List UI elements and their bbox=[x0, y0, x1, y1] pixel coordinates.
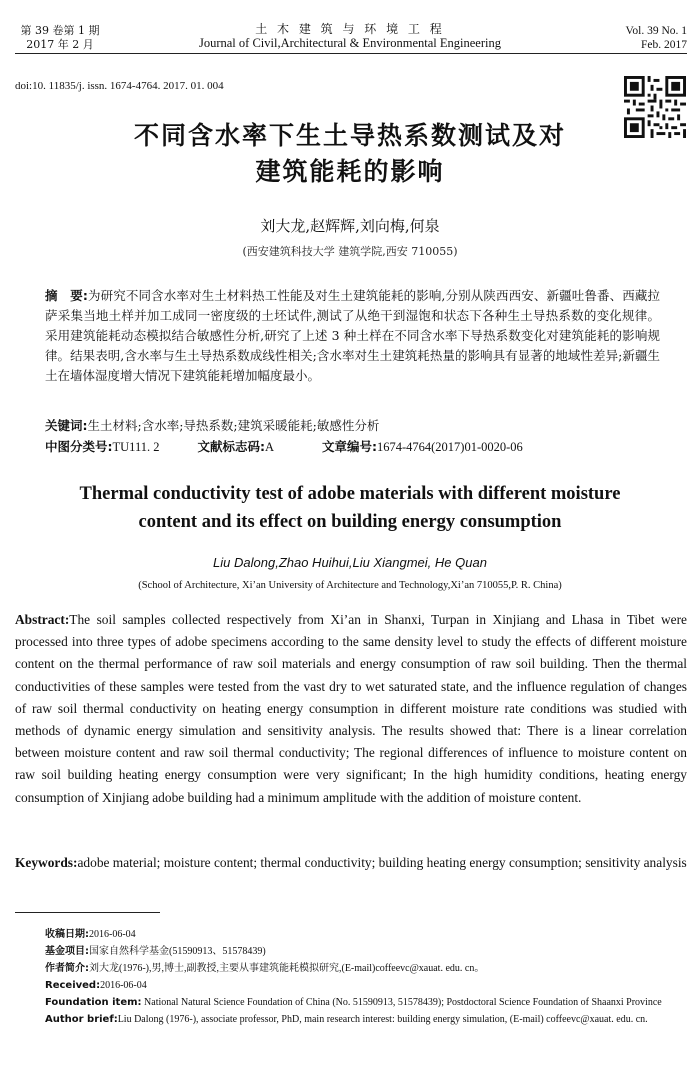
journal-name-en: Journal of Civil,Architectural & Environmental Engineering bbox=[198, 36, 501, 50]
en-title-line-2: content and its effect on building energy consumption bbox=[138, 512, 562, 532]
en-title bbox=[0, 480, 700, 536]
cn-authors: 刘大龙,赵辉辉,刘向梅,何泉 bbox=[260, 217, 440, 235]
en-authors: Liu Dalong,Zhao Huihui,Liu Xiangmei, He Quan bbox=[213, 555, 487, 570]
doi: doi:10. 11835/j. issn. 1674-4764. 2017. 01. 004 bbox=[15, 80, 224, 92]
cn-keywords-text: 生土材料;含水率;导热系数;建筑采暖能耗;敏感性分析 bbox=[87, 418, 380, 433]
fund-cn bbox=[45, 943, 687, 960]
author-cn-label: 作者简介: bbox=[45, 963, 89, 974]
en-abstract bbox=[15, 609, 687, 809]
en-volume: Vol. 39 No. 1 bbox=[625, 25, 687, 37]
fund-cn-value: 国家自然科学基金(51590913、51578439) bbox=[89, 946, 266, 957]
footnotes bbox=[45, 926, 687, 1028]
fund-cn-label: 基金项目: bbox=[45, 946, 89, 957]
cn-keywords bbox=[45, 416, 660, 436]
en-date: Feb. 2017 bbox=[641, 39, 687, 51]
cn-abstract-label: 摘 要: bbox=[45, 288, 88, 303]
fund-en-label: Foundation item: bbox=[45, 997, 142, 1008]
cn-title-line-2: 建筑能耗的影响 bbox=[255, 157, 445, 186]
author-en-label: Author brief: bbox=[45, 1014, 118, 1025]
en-keywords-label: Keywords: bbox=[15, 855, 78, 870]
cn-abstract-text: 为研究不同含水率对生土材料热工性能及对生土建筑能耗的影响,分别从陕西西安、新疆吐鲁番、西藏拉萨采集当地土样并加工成同一密度级的土坯试件,测试了从绝干到湿饱和状态下各种生土导热系数的变化规律。采用建筑能耗动态模拟结合敏感性分析,研究了上述 3 种土样在不同含水率下导热系数变化对建筑能耗的影响规律。结果表明,含水率与生土导热系数成线性相关;含水率对生土建筑耗热量的影响具有显著的地域性差异;新疆生土在墙体湿度增大情况下建筑能耗增加幅度最小。 bbox=[45, 288, 660, 383]
en-affiliation: (School of Architecture, Xi’an University of Architecture and Technology,Xi’an 710055,P. R. China) bbox=[138, 580, 562, 591]
en-abstract-label: Abstract: bbox=[15, 612, 70, 627]
header-rule bbox=[15, 53, 687, 54]
cn-classification-line bbox=[45, 437, 660, 457]
articleno-label: 文章编号: bbox=[321, 439, 377, 454]
received-en-label: Received: bbox=[45, 980, 101, 991]
cn-volume: 第 39 卷第 1 期 bbox=[20, 24, 100, 37]
clc-value: TU111. 2 bbox=[112, 440, 160, 454]
journal-name-cn: 土 木 建 筑 与 环 境 工 程 bbox=[255, 22, 445, 36]
fund-en-value: National Natural Science Foundation of China (No. 51590913, 51578439); Postdoctoral Science Foundation of Shaanxi Province bbox=[144, 997, 662, 1008]
header-en-issue bbox=[590, 24, 687, 52]
en-keywords bbox=[15, 852, 687, 874]
cn-title bbox=[0, 118, 700, 190]
cn-affiliation: (西安建筑科技大学 建筑学院,西安 710055) bbox=[242, 245, 458, 258]
header-journal bbox=[150, 22, 550, 50]
received-cn-label: 收稿日期: bbox=[45, 929, 89, 940]
received-cn-value: 2016-06-04 bbox=[89, 929, 136, 940]
cn-title-line-1: 不同含水率下生土导热系数测试及对 bbox=[133, 121, 566, 150]
en-keywords-text: adobe material; moisture content; thermal conductivity; building heating energy consumption; sensitivity analysis bbox=[77, 855, 687, 870]
author-cn-value: 刘大龙(1976-),男,博士,副教授,主要从事建筑能耗模拟研究,(E-mail)coffeevc@xauat. edu. cn。 bbox=[89, 963, 485, 974]
cn-keywords-label: 关键词: bbox=[45, 418, 88, 433]
footnote-rule bbox=[15, 912, 160, 913]
author-en bbox=[45, 1011, 687, 1028]
en-title-line-1: Thermal conductivity test of adobe materials with different moisture bbox=[79, 484, 621, 504]
doccode-value: A bbox=[264, 440, 274, 454]
clc-label: 中图分类号: bbox=[45, 439, 113, 454]
cn-date: 2017 年 2 月 bbox=[26, 38, 94, 51]
author-en-value: Liu Dalong (1976-), associate professor, PhD, main research interest: building energy simulation, (E-mail) coffeevc@xauat. edu. cn. bbox=[117, 1014, 648, 1025]
doccode-label: 文献标志码: bbox=[197, 439, 265, 454]
fund-en bbox=[45, 994, 687, 1011]
author-cn bbox=[45, 960, 687, 977]
cn-abstract bbox=[45, 286, 660, 386]
en-abstract-text: The soil samples collected respectively from Xi’an in Shanxi, Turpan in Xinjiang and Lhasa in Tibet were processed into three types of adobe specimens according to the same density level to study the effects of different moisture content on the thermal performance of raw soil materials and energy consumption of raw soil building. Then the thermal conductivities of these samples were tested from the vast dry to wet saturated state, and the influence regulation of changes of raw soil thermal conductivity on heating energy consumption in different moisture rate conditions was studied with methods of dynamic energy simulation and sensitivity analysis. The results showed that: There is a linear correlation between moisture content and raw soil thermal conductivity; The regional differences of influence to moisture content on raw soil building heating energy consumption were very significant; In the high humidity conditions, heating energy consumption of Xinjiang adobe building had a minimum amplitude with the addition of moisture content. bbox=[15, 612, 687, 805]
received-en-value: 2016-06-04 bbox=[100, 980, 147, 991]
received-cn bbox=[45, 926, 687, 943]
articleno-value: 1674-4764(2017)01-0020-06 bbox=[376, 440, 523, 454]
header-cn-issue bbox=[15, 24, 105, 52]
received-en bbox=[45, 977, 687, 994]
